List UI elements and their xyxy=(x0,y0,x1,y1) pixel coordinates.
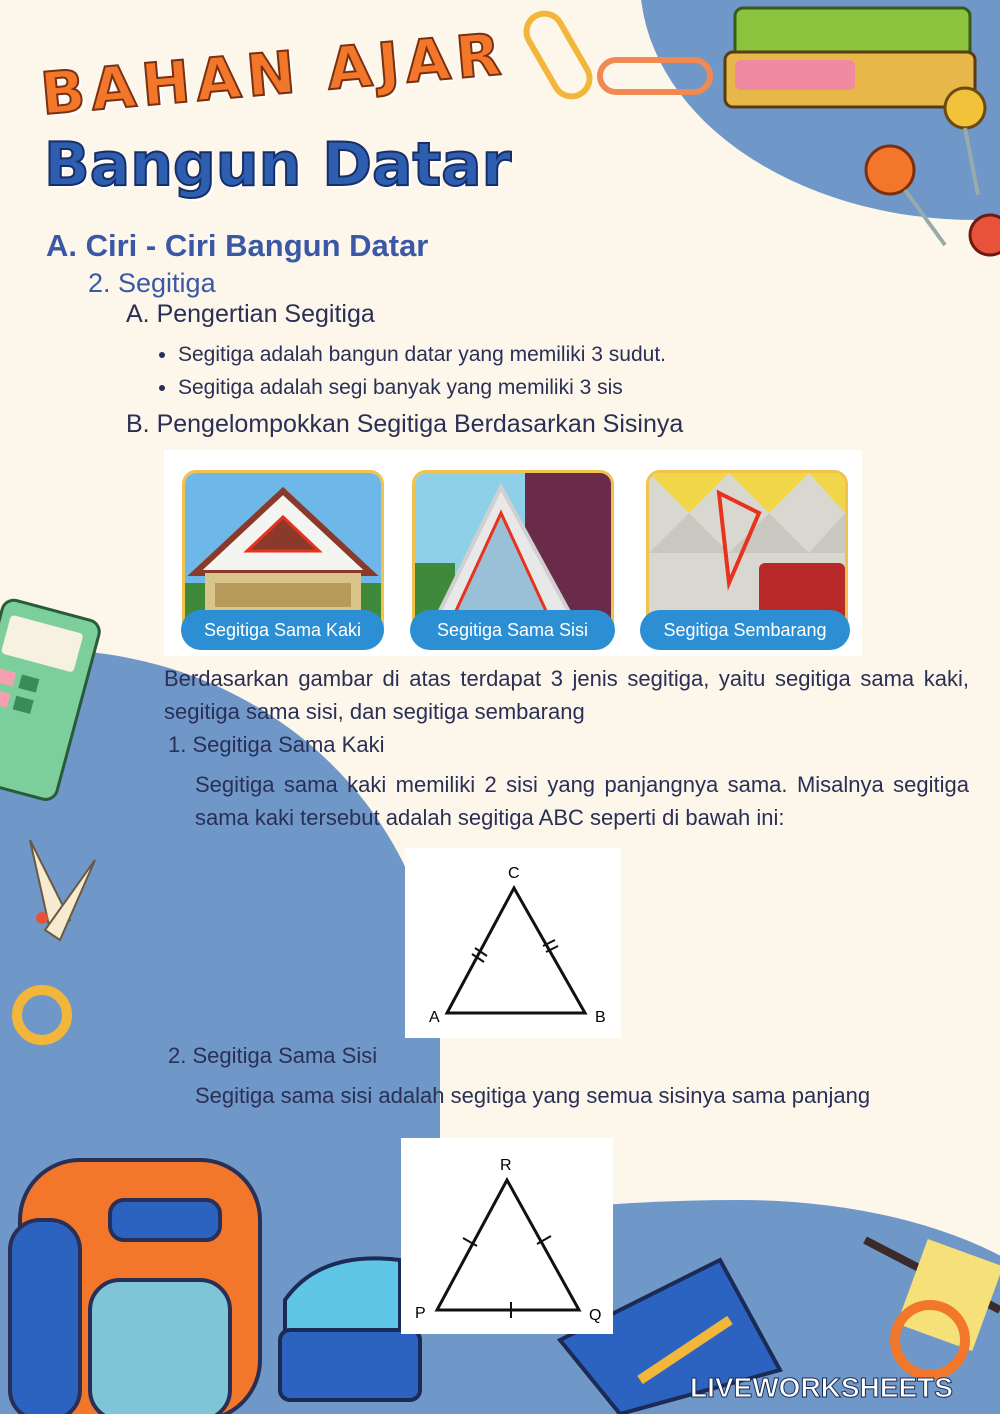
definition-list xyxy=(160,338,666,404)
caption-sama-sisi: Segitiga Sama Sisi xyxy=(410,610,615,650)
backpack-icon xyxy=(10,1160,260,1414)
heading-sama-kaki: 1. Segitiga Sama Kaki xyxy=(168,732,385,757)
pencil-icon xyxy=(865,1239,1000,1375)
heading-sama-sisi: 2. Segitiga Sama Sisi xyxy=(168,1043,378,1068)
isosceles-triangle-figure xyxy=(405,848,621,1038)
liveworksheets-logo: LIVEWORKSHEETS xyxy=(690,1372,953,1403)
heading-pengertian: A. Pengertian Segitiga xyxy=(126,300,375,328)
caption-sembarang: Segitiga Sembarang xyxy=(640,610,850,650)
heading-pengelompokkan: B. Pengelompokkan Segitiga Berdasarkan Sisinya xyxy=(126,410,684,438)
vertex-label-c: C xyxy=(508,865,520,882)
paragraph-sama-kaki: Segitiga sama kaki memiliki 2 sisi yang panjangnya sama. Misalnya segitiga sama kaki tersebut adalah segitiga ABC seperti di bawah ini: xyxy=(195,772,969,830)
books-icon xyxy=(725,8,975,107)
title-bahan-ajar: BAHAN AJAR xyxy=(37,19,510,129)
scissors-icon xyxy=(17,840,95,1040)
vertex-label-p: P xyxy=(415,1305,426,1322)
caption-sama-kaki: Segitiga Sama Kaki xyxy=(181,610,384,650)
stapler-icon xyxy=(280,1258,420,1400)
calculator-icon xyxy=(0,598,102,803)
vertex-label-q: Q xyxy=(589,1307,602,1324)
vertex-label-r: R xyxy=(500,1157,512,1174)
vertex-label-b: B xyxy=(595,1009,606,1026)
paragraph-sama-sisi: Segitiga sama sisi adalah segitiga yang semua sisinya sama panjang xyxy=(195,1083,871,1108)
intro-paragraph: Berdasarkan gambar di atas terdapat 3 jenis segitiga, yaitu segitiga sama kaki, segitiga sama sisi, dan segitiga sembarang xyxy=(164,666,969,724)
equilateral-triangle-figure xyxy=(401,1138,613,1334)
section-heading-a: A. Ciri - Ciri Bangun Datar xyxy=(46,228,429,263)
pushpin-icon xyxy=(866,88,1000,255)
definition-item: • Segitiga adalah bangun datar yang memiliki 3 sudut. xyxy=(178,338,666,371)
paperclip-icon xyxy=(520,7,710,103)
subsection-heading-segitiga: 2. Segitiga xyxy=(88,268,216,298)
definition-item: • Segitiga adalah segi banyak yang memiliki 3 sis xyxy=(178,371,666,404)
vertex-label-a: A xyxy=(429,1009,440,1026)
title-bangun-datar: Bangun Datar xyxy=(44,130,512,200)
